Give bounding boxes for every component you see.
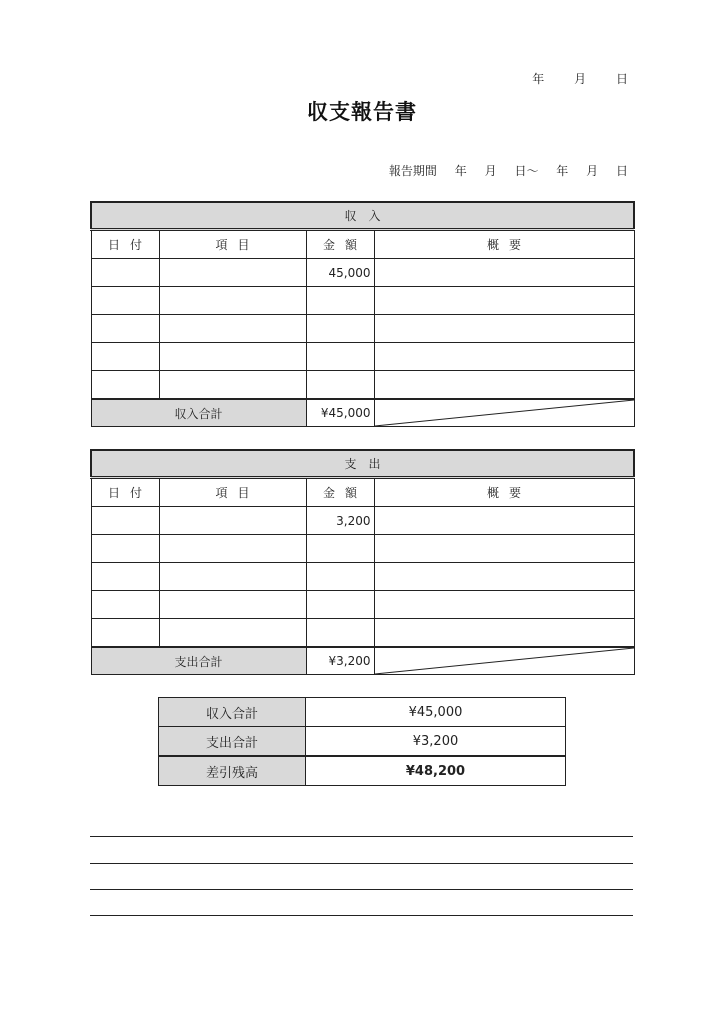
amount-cell[interactable] — [306, 535, 374, 563]
summary-cell[interactable] — [374, 591, 634, 619]
period-end-month: 月 — [586, 164, 599, 178]
summary-cell[interactable] — [374, 343, 634, 371]
summary-cell[interactable] — [374, 371, 634, 400]
expense-total-value: ¥3,200 — [306, 647, 374, 675]
summary-expense-label: 支出合計 — [159, 727, 306, 757]
item-cell[interactable] — [159, 619, 306, 648]
table-row — [91, 535, 634, 563]
date-cell[interactable] — [91, 619, 159, 648]
amount-cell[interactable] — [306, 287, 374, 315]
amount-cell[interactable] — [306, 315, 374, 343]
income-total-label: 収入合計 — [91, 399, 306, 427]
period-start-month: 月 — [484, 164, 497, 178]
summary-expense-row — [159, 727, 566, 757]
expense-col-summary: 概要 — [374, 478, 634, 507]
memo-line — [90, 863, 633, 864]
diagonal-strike — [374, 399, 634, 427]
table-row — [91, 287, 634, 315]
income-col-item: 項目 — [159, 230, 306, 259]
amount-cell[interactable] — [306, 619, 374, 648]
date-cell[interactable] — [91, 563, 159, 591]
income-total-value: ¥45,000 — [306, 399, 374, 427]
date-cell[interactable] — [91, 371, 159, 400]
summary-cell[interactable] — [374, 315, 634, 343]
period-start-year: 年 — [454, 164, 467, 178]
period-end-day: 日 — [615, 164, 628, 178]
date-cell[interactable] — [91, 591, 159, 619]
memo-line — [90, 836, 633, 837]
summary-cell[interactable] — [374, 563, 634, 591]
table-row — [91, 563, 634, 591]
date-cell[interactable] — [91, 287, 159, 315]
amount-cell[interactable]: 3,200 — [306, 507, 374, 535]
date-day: 日 — [615, 72, 628, 86]
item-cell[interactable] — [159, 591, 306, 619]
date-year: 年 — [532, 72, 545, 86]
memo-line — [90, 889, 633, 890]
summary-table — [158, 697, 566, 786]
income-table — [90, 201, 635, 427]
report-period — [389, 162, 628, 179]
table-row — [91, 315, 634, 343]
date-cell[interactable] — [91, 259, 159, 287]
expense-col-date: 日付 — [91, 478, 159, 507]
amount-cell[interactable]: 45,000 — [306, 259, 374, 287]
item-cell[interactable] — [159, 535, 306, 563]
expense-col-item: 項目 — [159, 478, 306, 507]
date-cell[interactable] — [91, 507, 159, 535]
page-title: 収支報告書 — [307, 100, 417, 124]
summary-cell[interactable] — [374, 619, 634, 648]
expense-total-row — [91, 647, 634, 675]
date-cell[interactable] — [91, 535, 159, 563]
item-cell[interactable] — [159, 563, 306, 591]
expense-col-amount: 金額 — [306, 478, 374, 507]
item-cell[interactable] — [159, 343, 306, 371]
summary-balance-value: ¥48,200 — [306, 756, 566, 786]
item-cell[interactable] — [159, 259, 306, 287]
expense-total-label: 支出合計 — [91, 647, 306, 675]
item-cell[interactable] — [159, 315, 306, 343]
amount-cell[interactable] — [306, 591, 374, 619]
expense-section-title: 支出 — [91, 450, 634, 478]
date-cell[interactable] — [91, 343, 159, 371]
income-col-amount: 金額 — [306, 230, 374, 259]
table-row — [91, 507, 634, 535]
amount-cell[interactable] — [306, 371, 374, 400]
summary-balance-label: 差引残高 — [159, 756, 306, 786]
date-cell[interactable] — [91, 315, 159, 343]
income-col-summary: 概要 — [374, 230, 634, 259]
income-total-row — [91, 399, 634, 427]
summary-cell[interactable] — [374, 287, 634, 315]
expense-table — [90, 449, 635, 675]
table-row — [91, 591, 634, 619]
table-row — [91, 371, 634, 400]
table-row — [91, 343, 634, 371]
summary-cell[interactable] — [374, 535, 634, 563]
item-cell[interactable] — [159, 371, 306, 400]
item-cell[interactable] — [159, 287, 306, 315]
summary-cell[interactable] — [374, 507, 634, 535]
summary-income-row — [159, 698, 566, 727]
summary-cell[interactable] — [374, 259, 634, 287]
memo-line — [90, 915, 633, 916]
summary-balance-row — [159, 756, 566, 786]
item-cell[interactable] — [159, 507, 306, 535]
amount-cell[interactable] — [306, 563, 374, 591]
diagonal-strike — [374, 647, 634, 675]
table-row — [91, 619, 634, 648]
amount-cell[interactable] — [306, 343, 374, 371]
date-month: 月 — [574, 72, 587, 86]
table-row — [91, 259, 634, 287]
summary-expense-value: ¥3,200 — [306, 727, 566, 757]
summary-income-label: 収入合計 — [159, 698, 306, 727]
period-label: 報告期間 — [388, 164, 437, 178]
period-start-day: 日〜 — [514, 164, 539, 178]
document-date — [506, 70, 628, 87]
income-section-title: 収入 — [91, 202, 634, 230]
summary-income-value: ¥45,000 — [306, 698, 566, 727]
income-col-date: 日付 — [91, 230, 159, 259]
period-end-year: 年 — [556, 164, 569, 178]
